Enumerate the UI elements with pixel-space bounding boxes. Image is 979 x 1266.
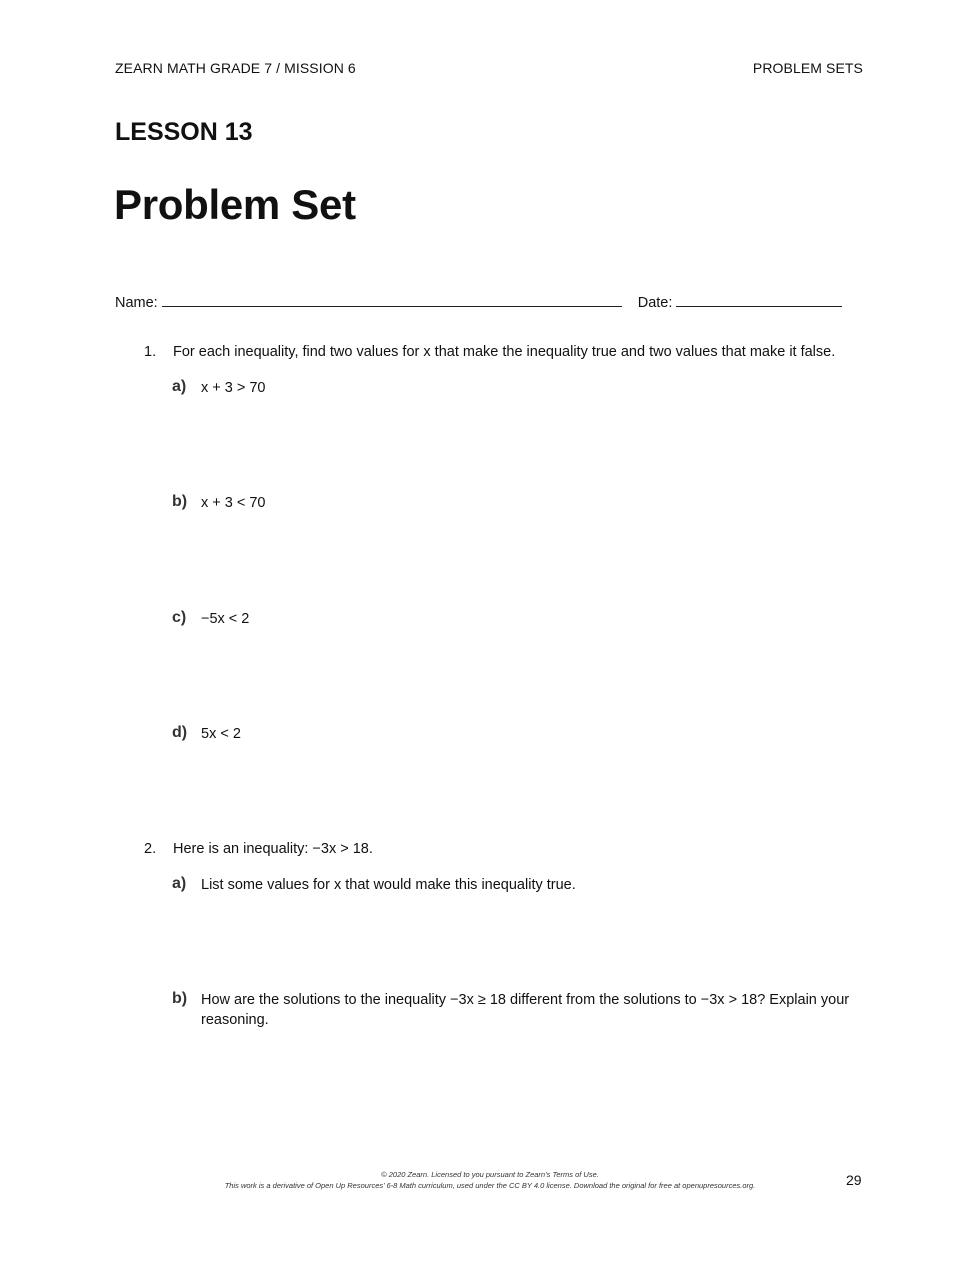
part-text: How are the solutions to the inequality −3x ≥ 18 different from the solutions to −3x > 18? Explain your reasoning. bbox=[201, 992, 850, 1028]
question-text: For each inequality, find two values for x that make the inequality true and two values that make it false. bbox=[173, 344, 836, 360]
part-text: −5x < 2 bbox=[201, 611, 250, 627]
header-section: PROBLEM SETS bbox=[752, 60, 863, 76]
footer-license: This work is a derivative of Open Up Resources’ 6-8 Math curriculum, used under the CC BY 4.0 license. Download the original for free at openupresources.org. bbox=[224, 1181, 756, 1190]
name-label: Name: bbox=[115, 295, 158, 311]
part-letter: b) bbox=[172, 990, 188, 1007]
page-title: Problem Set bbox=[114, 181, 356, 228]
part-text: List some values for x that would make this inequality true. bbox=[201, 877, 576, 893]
part-letter: d) bbox=[172, 724, 188, 741]
footer-copyright: © 2020 Zearn. Licensed to you pursuant to Zearn’s Terms of Use. bbox=[381, 1170, 599, 1179]
part-letter: b) bbox=[172, 493, 188, 510]
part-letter: c) bbox=[172, 609, 187, 626]
part-text: x + 3 < 70 bbox=[201, 495, 266, 511]
question-number: 1. bbox=[144, 344, 157, 360]
footer bbox=[160, 1169, 820, 1191]
question-text: Here is an inequality: −3x > 18. bbox=[173, 841, 373, 857]
lesson-label: LESSON 13 bbox=[115, 118, 253, 146]
date-label: Date: bbox=[637, 295, 673, 311]
date-field[interactable] bbox=[676, 292, 842, 307]
part-text: 5x < 2 bbox=[201, 726, 241, 742]
part-letter: a) bbox=[172, 875, 187, 892]
part-letter: a) bbox=[172, 378, 187, 395]
header-course: ZEARN MATH GRADE 7 / MISSION 6 bbox=[115, 60, 356, 76]
name-field[interactable] bbox=[162, 292, 622, 307]
page-number: 29 bbox=[846, 1172, 862, 1188]
name-date-row bbox=[115, 292, 865, 311]
question-number: 2. bbox=[144, 841, 157, 857]
part-text: x + 3 > 70 bbox=[201, 380, 266, 396]
